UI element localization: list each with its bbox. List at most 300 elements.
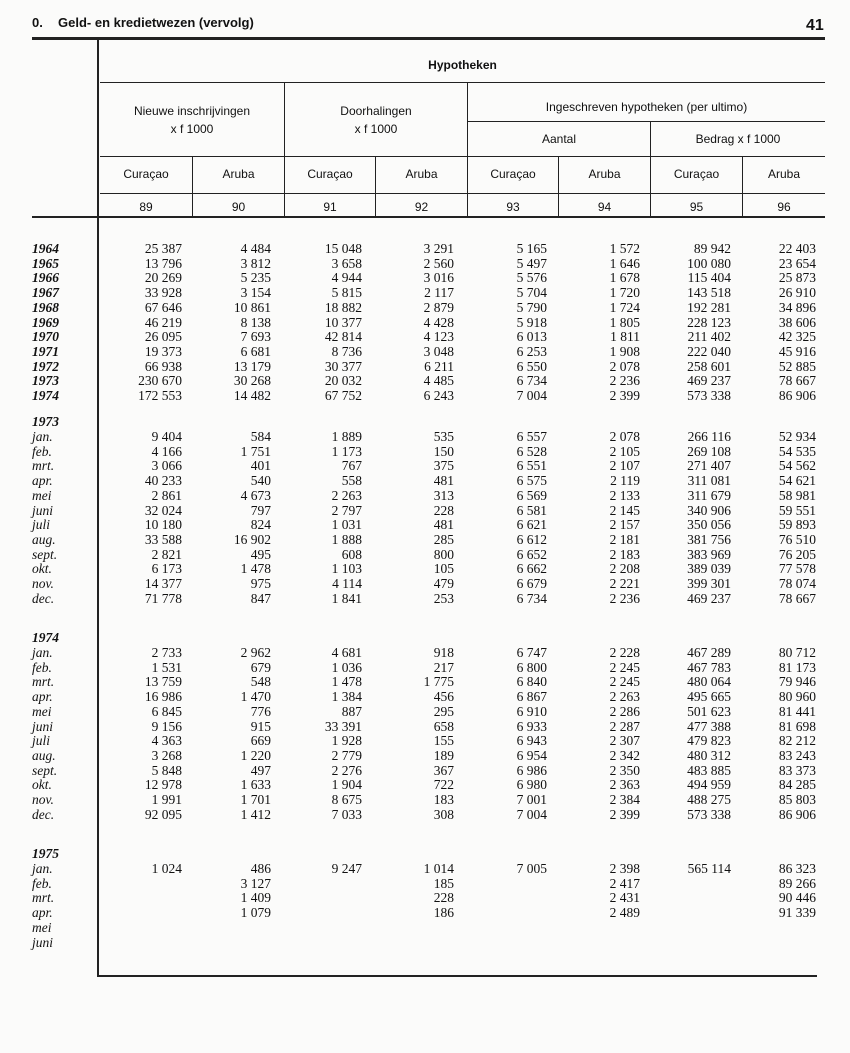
table-cell: 16 986 (144, 689, 182, 705)
table-cell: 2 263 (331, 487, 362, 503)
table-cell: 12 978 (144, 777, 182, 793)
table-cell: 1 572 (609, 241, 640, 256)
row-label: 1964 (32, 241, 59, 256)
table-cell: 81 173 (778, 659, 816, 675)
table-cell: 22 403 (778, 241, 816, 256)
table-cell: 1 646 (609, 255, 640, 271)
table-cell: 4 166 (151, 443, 182, 459)
table-cell: 59 551 (778, 502, 816, 518)
table-cell: 2 263 (609, 689, 640, 705)
table-cell: 228 (433, 890, 454, 906)
table-cell: 33 588 (144, 531, 182, 547)
table-cell: 183 (433, 792, 454, 807)
table-cell: 2 107 (609, 458, 640, 474)
rule-registered (468, 121, 825, 122)
table-cell: 6 575 (516, 473, 547, 489)
table-cell: 67 752 (324, 388, 362, 403)
table-cell: 54 621 (778, 473, 816, 489)
table-cell: 2 398 (609, 861, 640, 876)
row-label: 1970 (32, 329, 59, 345)
table-cell: 847 (250, 590, 271, 606)
table-cell: 185 (433, 875, 454, 891)
table-cell: 558 (341, 473, 362, 489)
table-cell: 495 665 (687, 689, 731, 705)
table-cell: 285 (433, 531, 454, 547)
table-cell: 722 (433, 777, 454, 793)
rule-super (100, 82, 825, 83)
table-cell: 8 675 (331, 792, 362, 807)
table-cell: 481 (433, 517, 454, 533)
row-label: jan. (32, 429, 53, 444)
row-label: 1973 (32, 373, 59, 389)
row-label: sept. (32, 762, 58, 778)
table-cell: 1 841 (331, 590, 362, 606)
table-cell: 2 363 (609, 777, 640, 793)
table-cell: 375 (433, 458, 454, 474)
table-cell: 52 934 (778, 429, 816, 444)
table-cell: 1 079 (240, 905, 271, 921)
column-number: 96 (777, 200, 791, 214)
table-cell: 5 704 (516, 285, 547, 301)
table-cell: 82 212 (778, 733, 816, 749)
table-cell: 2 489 (609, 905, 640, 921)
table-cell: 1 412 (240, 806, 271, 822)
table-cell: 3 066 (151, 458, 182, 474)
table-cell: 1 775 (423, 674, 454, 690)
table-cell: 54 535 (778, 443, 816, 459)
group-registered-label: Ingeschreven hypotheken (per ultimo) (545, 100, 748, 114)
row-label: 1966 (32, 270, 59, 286)
table-cell: 9 404 (151, 429, 182, 444)
table-cell: 38 606 (778, 314, 816, 330)
table-cell: 143 518 (687, 285, 731, 301)
table-cell: 1 701 (240, 792, 271, 807)
table-cell: 2 117 (424, 285, 454, 301)
table-cell: 2 078 (609, 358, 640, 374)
table-cell: 7 001 (516, 792, 547, 807)
table-cell: 6 954 (516, 747, 547, 763)
table-cell: 2 287 (609, 718, 640, 734)
table-cell: 6 569 (516, 487, 547, 503)
table-cell: 480 064 (687, 674, 731, 690)
table-cell: 155 (433, 733, 454, 749)
table-cell: 2 221 (609, 576, 640, 591)
table-cell: 3 268 (151, 747, 182, 763)
column-header: Curaçao (673, 167, 720, 181)
row-label: mei (32, 487, 52, 503)
table-cell: 481 (433, 473, 454, 489)
table-cell: 479 (433, 576, 454, 591)
table-cell: 86 906 (778, 388, 816, 403)
column-number: 91 (323, 200, 337, 214)
row-label: juli (32, 517, 51, 533)
table-cell: 6 243 (423, 388, 454, 403)
table-cell: 42 814 (324, 329, 362, 345)
table-cell: 3 658 (331, 255, 362, 271)
table-cell: 6 557 (516, 429, 547, 444)
row-label: 1972 (32, 358, 59, 374)
column-header: Curaçao (490, 167, 536, 181)
table-cell: 6 734 (516, 373, 547, 389)
table-cell: 5 815 (331, 285, 362, 301)
table-cell: 2 276 (331, 762, 362, 778)
row-label: mei (32, 919, 52, 935)
table-cell: 81 441 (778, 703, 816, 719)
table-cell: 228 (433, 502, 454, 518)
table-cell: 915 (250, 718, 271, 734)
table-cell: 20 032 (324, 373, 362, 389)
table-cell: 3 048 (423, 343, 454, 359)
table-cell: 2 245 (609, 674, 640, 690)
table-cell: 6 173 (151, 561, 182, 577)
table-cell: 1 904 (331, 777, 362, 793)
header-rule (32, 37, 825, 40)
table-cell: 10 861 (233, 299, 271, 315)
row-label: mrt. (32, 674, 55, 690)
table-cell: 6 800 (516, 659, 547, 675)
row-label: aug. (32, 747, 56, 763)
table-cell: 2 105 (609, 443, 640, 459)
table-cell: 13 759 (144, 674, 182, 690)
table-cell: 85 803 (778, 792, 816, 807)
table-cell: 1 014 (423, 861, 454, 876)
table-cell: 469 237 (687, 590, 731, 606)
table-cell: 6 980 (516, 777, 547, 793)
table-cell: 92 095 (144, 806, 182, 822)
row-label: 1969 (32, 314, 59, 330)
table-cell: 2 733 (151, 645, 182, 660)
row-label: apr. (32, 905, 53, 921)
row-label: 1968 (32, 299, 59, 315)
table-cell: 25 873 (778, 270, 816, 286)
table-cell: 669 (250, 733, 271, 749)
table-cell: 767 (341, 458, 362, 474)
row-label: 1967 (32, 285, 59, 301)
table-cell: 2 399 (609, 806, 640, 822)
table-cell: 6 734 (516, 590, 547, 606)
row-label: juni (32, 934, 54, 950)
table-cell: 2 962 (240, 645, 271, 660)
row-label: okt. (32, 777, 52, 793)
table-cell: 2 286 (609, 703, 640, 719)
table-cell: 6 681 (240, 343, 271, 359)
table-cell: 4 428 (423, 314, 454, 330)
table-cell: 91 339 (778, 905, 816, 921)
table-cell: 6 211 (424, 358, 454, 374)
table-cell: 4 485 (423, 373, 454, 389)
table-cell: 66 938 (144, 358, 182, 374)
rule-colnums (32, 216, 825, 218)
table-cell: 115 404 (687, 270, 731, 286)
table-cell: 2 133 (609, 487, 640, 503)
table-cell: 7 005 (516, 861, 547, 876)
row-label: nov. (32, 792, 54, 807)
table-cell: 5 165 (516, 241, 547, 256)
subgroup-count: Aantal (541, 132, 577, 146)
column-number: 95 (689, 200, 704, 214)
table-cell: 1 888 (331, 531, 362, 547)
table-cell: 46 219 (144, 314, 182, 330)
table-cell: 540 (250, 473, 271, 489)
table-cell: 81 698 (778, 718, 816, 734)
table-cell: 467 289 (687, 645, 731, 660)
column-number: 89 (139, 200, 153, 214)
table-cell: 2 342 (609, 747, 640, 763)
table-cell: 2 821 (151, 546, 182, 562)
row-label: mrt. (32, 890, 55, 906)
table-cell: 573 338 (687, 806, 731, 822)
table-cell: 2 861 (151, 487, 182, 503)
table-cell: 1 103 (331, 561, 362, 577)
table-cell: 488 275 (687, 792, 731, 807)
table-cell: 311 081 (687, 473, 731, 489)
table-cell: 1 531 (151, 659, 182, 675)
table-cell: 266 116 (687, 429, 731, 444)
table-cell: 7 004 (516, 806, 547, 822)
table-cell: 1 991 (151, 792, 182, 807)
table-cell: 80 960 (778, 689, 816, 705)
column-number: 92 (414, 200, 429, 214)
table-cell: 918 (433, 645, 454, 660)
row-label: jan. (32, 861, 53, 876)
table-cell: 100 080 (687, 255, 731, 271)
table-cell: 71 778 (144, 590, 182, 606)
table-cell: 86 906 (778, 806, 816, 822)
table-cell: 5 848 (151, 762, 182, 778)
row-label: mei (32, 703, 52, 719)
subgroup-amount: Bedrag x f 1000 (695, 132, 781, 146)
table-cell: 6 013 (516, 329, 547, 345)
table-cell: 26 095 (144, 329, 182, 345)
table-cell: 78 667 (778, 373, 816, 389)
table-cell: 8 138 (240, 314, 271, 330)
rule-columns (100, 193, 825, 194)
table-cell: 83 373 (778, 762, 816, 778)
table-cell: 2 350 (609, 762, 640, 778)
table-cell: 1 889 (331, 429, 362, 444)
table-cell: 58 981 (778, 487, 816, 503)
row-label: dec. (32, 806, 55, 822)
table-cell: 975 (250, 576, 271, 591)
row-label: mrt. (32, 458, 55, 474)
table-cell: 77 578 (778, 561, 816, 577)
table-cell: 2 417 (609, 875, 640, 891)
table-cell: 479 823 (687, 733, 731, 749)
table-cell: 5 790 (516, 299, 547, 315)
table-cell: 776 (250, 703, 271, 719)
row-label: apr. (32, 689, 53, 705)
table-cell: 4 123 (423, 329, 454, 345)
table-cell: 7 033 (331, 806, 362, 822)
table-cell: 1 908 (609, 343, 640, 359)
table-cell: 105 (433, 561, 454, 577)
bottom-rule (97, 975, 817, 977)
table-cell: 1 220 (240, 747, 271, 763)
table-cell: 253 (433, 590, 454, 606)
table-cell: 19 373 (144, 343, 182, 359)
table-cell: 2 560 (423, 255, 454, 271)
table-cell: 1 036 (331, 659, 362, 675)
vline-2 (467, 82, 468, 216)
table-cell: 15 048 (324, 241, 362, 256)
rule-groups (100, 156, 825, 157)
column-header: Aruba (405, 167, 438, 181)
group-new-registrations-label: Nieuwe inschrijvingen (133, 104, 251, 118)
table-cell: 501 623 (687, 703, 731, 719)
table-cell: 42 325 (778, 329, 816, 345)
table-cell: 486 (250, 861, 271, 876)
table-cell: 90 446 (778, 890, 816, 906)
row-label: jan. (32, 645, 53, 660)
table-cell: 6 943 (516, 733, 547, 749)
table-cell: 535 (433, 429, 454, 444)
table-cell: 1 751 (240, 443, 271, 459)
table-cell: 1 678 (609, 270, 640, 286)
table-cell: 89 266 (778, 875, 816, 891)
table-cell: 4 944 (331, 270, 362, 286)
table-cell: 2 157 (609, 517, 640, 533)
table-cell: 67 646 (144, 299, 182, 315)
vline-1 (284, 82, 285, 216)
row-label: juni (32, 718, 54, 734)
table-cell: 679 (250, 659, 271, 675)
section-heading: 1973 (32, 414, 59, 429)
table-cell: 584 (250, 429, 271, 444)
table-cell: 86 323 (778, 861, 816, 876)
table-cell: 20 269 (144, 270, 182, 286)
table-cell: 258 601 (687, 358, 731, 374)
table-cell: 172 553 (138, 388, 182, 403)
row-label: aug. (32, 531, 56, 547)
table-cell: 2 228 (609, 645, 640, 660)
table-cell: 7 693 (240, 329, 271, 345)
table-cell: 5 918 (516, 314, 547, 330)
table-cell: 78 074 (778, 576, 816, 591)
table-cell: 2 236 (609, 590, 640, 606)
table-cell: 4 673 (240, 487, 271, 503)
table-cell: 401 (250, 458, 271, 474)
table-cell: 2 384 (609, 792, 640, 807)
table-cell: 548 (250, 674, 271, 690)
table-cell: 84 285 (778, 777, 816, 793)
table-cell: 271 407 (687, 458, 731, 474)
table-cell: 6 662 (516, 561, 547, 577)
table-cell: 6 910 (516, 703, 547, 719)
table-cell: 78 667 (778, 590, 816, 606)
table-cell: 311 679 (687, 487, 731, 503)
column-number: 90 (231, 200, 246, 214)
table-cell: 30 268 (233, 373, 271, 389)
table-cell: 381 756 (687, 531, 731, 547)
table-cell: 76 205 (778, 546, 816, 562)
table-cell: 608 (341, 546, 362, 562)
table-cell: 79 946 (778, 674, 816, 690)
row-label: feb. (32, 875, 52, 891)
table-cell: 2 245 (609, 659, 640, 675)
table-cell: 340 906 (687, 502, 731, 518)
table-cell: 8 736 (331, 343, 362, 359)
group-cancellations-unit: x f 1000 (354, 122, 398, 136)
table-cell: 350 056 (687, 517, 731, 533)
table-cell: 3 812 (240, 255, 271, 271)
table-cell: 150 (433, 443, 454, 459)
table-cell: 26 910 (778, 285, 816, 301)
table-cell: 4 484 (240, 241, 271, 256)
row-label: 1965 (32, 255, 59, 271)
table-cell: 1 470 (240, 689, 271, 705)
table-cell: 1 928 (331, 733, 362, 749)
row-label: juni (32, 502, 54, 518)
table-cell: 313 (433, 487, 454, 503)
row-label: feb. (32, 659, 52, 675)
table-cell: 1 031 (331, 517, 362, 533)
table-cell: 2 183 (609, 546, 640, 562)
table-cell: 4 681 (331, 645, 362, 660)
table-cell: 497 (250, 762, 271, 778)
row-label: juli (32, 733, 51, 749)
table-cell: 6 652 (516, 546, 547, 562)
table-cell: 477 388 (687, 718, 731, 734)
table-cell: 59 893 (778, 517, 816, 533)
page-number: 41 (806, 17, 824, 34)
table-cell: 1 478 (331, 674, 362, 690)
table-cell: 2 181 (609, 531, 640, 547)
table-cell: 1 805 (609, 314, 640, 330)
table-cell: 295 (433, 703, 454, 719)
super-header: Hypotheken (428, 58, 497, 72)
row-label: sept. (32, 546, 58, 562)
column-number: 93 (506, 200, 520, 214)
table-cell: 222 040 (687, 343, 731, 359)
table-cell: 2 078 (609, 429, 640, 444)
table-cell: 10 180 (144, 517, 182, 533)
table-cell: 1 384 (331, 689, 362, 705)
table-cell: 2 399 (609, 388, 640, 403)
table-cell: 573 338 (687, 388, 731, 403)
table-cell: 367 (433, 762, 454, 778)
table-cell: 308 (433, 806, 454, 822)
table-cell: 186 (433, 905, 454, 921)
table-cell: 6 986 (516, 762, 547, 778)
table-cell: 1 724 (609, 299, 640, 315)
table-cell: 389 039 (687, 561, 731, 577)
table-cell: 83 243 (778, 747, 816, 763)
group-cancellations-label: Doorhalingen (340, 104, 412, 118)
table-cell: 5 576 (516, 270, 547, 286)
stub-divider (97, 40, 99, 975)
table-cell: 52 885 (778, 358, 816, 374)
table-cell: 32 024 (144, 502, 182, 518)
table-cell: 1 811 (610, 329, 640, 345)
section-number: 0. (32, 15, 43, 30)
table-cell: 1 409 (240, 890, 271, 906)
table-cell: 2 307 (609, 733, 640, 749)
row-label: nov. (32, 576, 54, 591)
row-label: 1971 (32, 343, 59, 359)
row-label: okt. (32, 561, 52, 577)
table-cell: 189 (433, 747, 454, 763)
table-cell: 480 312 (687, 747, 731, 763)
table-cell: 23 654 (778, 255, 816, 271)
table-cell: 6 612 (516, 531, 547, 547)
table-cell: 76 510 (778, 531, 816, 547)
table-cell: 6 747 (516, 645, 547, 660)
column-header: Aruba (767, 167, 801, 181)
table-cell: 34 896 (778, 299, 816, 315)
section-heading: 1974 (32, 630, 59, 645)
table-cell: 2 879 (423, 299, 454, 315)
table-cell: 2 119 (610, 473, 640, 489)
